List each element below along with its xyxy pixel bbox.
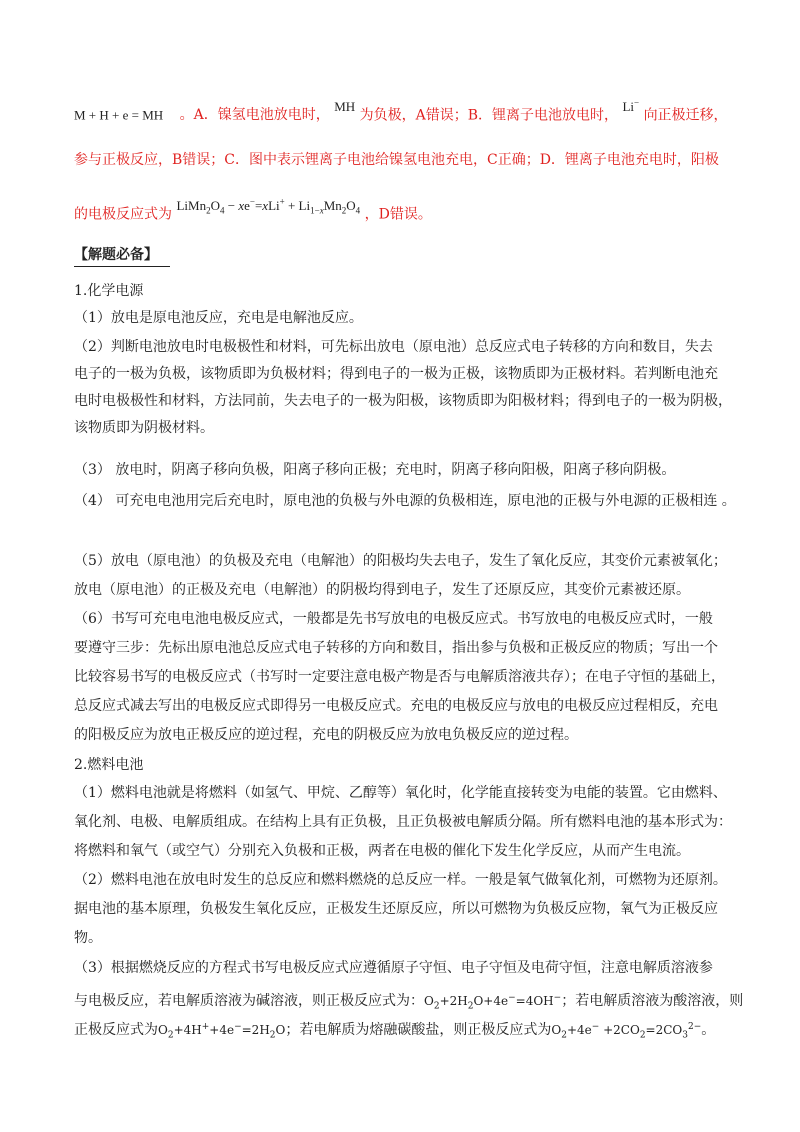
para-2-2-c: 物。 [74,930,102,946]
answer-line-1: M + H + e = MH 。A．镍氢电池放电时， MH 为负极，A错误；B．锂离子电池放电时， Li− 向正极迁移， [74,98,728,124]
h1-chemical-power: 1.化学电源 [74,283,144,299]
para-1-5-b: 放电（原电池）的正极及充电（电解池）的阴极均得到电子，发生了还原反应，其变价元素被还原。 [74,582,690,598]
formula-mh: M + H + e = MH [74,107,164,123]
formula-li-ion: Li− [622,98,640,115]
para-1-6-c: 比较容易书写的电极反应式（书写时一定要注意电极产物是否与电解质溶液共存）；在电子守恒的基础上， [74,669,725,685]
para-1-2-d: 该物质即为阴极材料。 [74,420,214,436]
para-2-3-c: 正极反应式为$O_2+4H^++4e^-=2H_2O$；若电解质为熔融碳酸盐，则正极反应式为$O_2+4e^- +2CO_2=2CO_3^{2-}$。 [74,1022,716,1041]
eq-acidic: $O_2+4H^++4e^-=2H_2O$ [158,1022,286,1041]
para-1-6-d: 总反应式减去写出的电极反应式即得另一电极反应式。充电的电极反应与放电的电极反应过程相反，充电 [74,698,718,714]
para-2-1-c: 将燃料和氧气（或空气）分别充入负极和正极，两者在电极的催化下发生化学反应，从而产生电流。 [74,843,690,859]
eq-molten-carbonate: $O_2+4e^- +2CO_2=2CO_3^{2-}$ [551,1022,702,1041]
para-1-1: （1）放电是原电池反应，充电是电解池反应。 [74,310,363,326]
eq-alkaline: $O_2+2H_2O+4e^-=4OH^-$ [424,993,562,1012]
para-1-6-e: 的阳极反应为放电正极反应的逆过程，充电的阴极反应为放电负极反应的逆过程。 [74,727,578,743]
para-1-6-a: （6）书写可充电电池电极反应式，一般都是先书写放电的电极反应式。书写放电的电极反应式时，一般 [74,611,713,627]
para-1-2-c: 电时电极极性和材料，方法同前，失去电子的一极为阳极，该物质即为阳极材料；得到电子的一极为阴极， [74,393,732,409]
para-2-3-a: （3）根据燃烧反应的方程式书写电极反应式应遵循原子守恒、电子守恒及电荷守恒，注意电解质溶液参 [74,960,713,976]
para-2-1-a: （1）燃料电池就是将燃料（如氢气、甲烷、乙醇等）氧化时，化学能直接转变为电能的装置。它由燃料、 [74,785,727,801]
h2-fuel-cell: 2.燃料电池 [74,757,144,773]
formula-lithium-manganate: $LiMn_2O_4 - xe^-=xLi^+ + Li_{1-x}Mn_2O_4$ [176,197,361,216]
para-1-2-b: 电子的一极为负极，该物质即为负极材料；得到电子的一极为正极，该物质即为正极材料。若判断电池充 [74,366,718,382]
section-heading-rule [74,266,170,267]
para-1-5-a: （5）放电（原电池）的负极及充电（电解池）的阳极均失去电子，发生了氧化反应，其变价元素被氧化； [74,553,727,569]
section-heading: 【解题必备】 [74,247,158,263]
para-1-4: （4） 可充电电池用完后充电时，原电池的负极与外电源的负极相连，原电池的正极与外电源的正极相连 。 [74,493,736,509]
para-1-6-b: 要遵守三步：先标出原电池总反应式电子转移的方向和数目，指出参与负极和正极反应的物质；写出一个 [74,640,718,656]
para-2-2-b: 据电池的基本原理，负极发生氧化反应，正极发生还原反应，所以可燃物为负极反应物，氧气为正极反应 [74,901,718,917]
para-1-3: （3） 放电时，阴离子移向负极，阳离子移向正极；充电时，阴离子移向阳极，阳离子移向阴极。 [74,462,676,478]
answer-line-3: 的电极反应式为 $LiMn_2O_4 - xe^-=xLi^+ + Li_{1-x}Mn_2O_4$ ，D错误。 [74,197,432,223]
answer-line-2: 参与正极反应，B错误；C．图中表示锂离子电池给镍氢电池充电，C正确；D．锂离子电池充电时，阳极 [74,152,719,168]
para-1-2-a: （2）判断电池放电时电极极性和材料，可先标出放电（原电池）总反应式电子转移的方向和数目，失去 [74,339,713,355]
para-2-2-a: （2）燃料电池在放电时发生的总反应和燃料燃烧的总反应一样。一般是氧气做氧化剂，可燃物为还原剂。 [74,872,727,888]
para-2-1-b: 氧化剂、电极、电解质组成。在结构上具有正负极，且正负极被电解质分隔。所有燃料电池的基本形式为： [74,814,732,830]
para-2-3-b: 与电极反应，若电解质溶液为碱溶液，则正极反应式为：$O_2+2H_2O+4e^-=4OH^-$；若电解质溶液为酸溶液，则 [74,993,744,1012]
